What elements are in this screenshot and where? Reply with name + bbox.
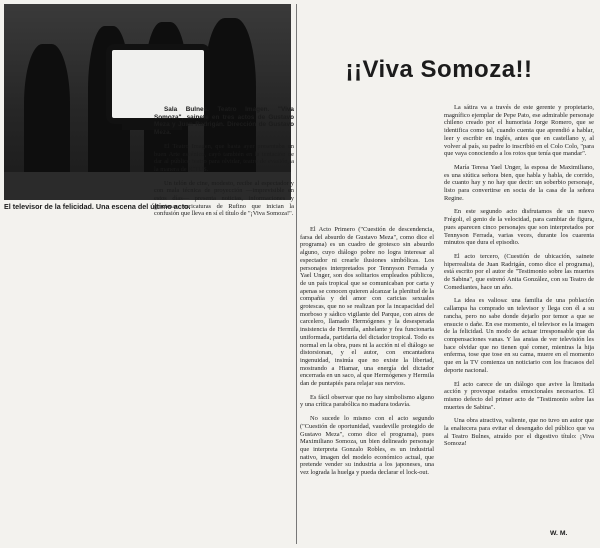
article-paragraph: El acto tercero, (Cuestión de ubicación, sainete hiperrealista de Juan Radrigán, como dice el programa), está escrito por el autor de "Testimonio sobre las muertes de Sabina", que estrenó Anita González, con su Teatro de Comediantes, hace un año. (444, 252, 594, 291)
article-paragraph: El Acto Primero ("Cuestión de descendencia, farsa del absurdo de Gustavo Meza", como dice el programa) es un cuadro de grotesco sin absurdo alguno, cuyo diálogo pobre no logra interesar al espectador ni crearle ilusiones simbólicas. Los personajes interpretados por Tennyson Ferrada y Yael Unger, son dos solitarios empleados públicos, de un país tropical que se comunicaban por carta y apenas se conocen quieren alcanzar la plenitud de la compañía y del amor con caricias sexuales grotescas, que no se realizan por la incapacidad del morboso y sádico vigilante del Parque, con aires de carcelero, llamado Hermógenes y la desesperada insistencia de Hermila, anhelante y fea funcionaria uniformada, partidaria del dictador tropical. Todo es normal en la obra, pues ni la acción ni el diálogo se distorsionan, y el autor, con encantadora ingenuidad, insinúa que no existe la libertad, mostrando a Hiamar, una energía del dictador encerrada en un saco, al que Hermógenes y Hermila dan de puntapiés para relajar sus nervios. (300, 226, 434, 388)
byline: W. M. (550, 530, 568, 537)
article-paragraph: En este segundo acto disfrutamos de un nuevo Frégoli, el genio de la velocidad, para cambiar de figura, pues aparecen cinco personajes que son interpretados por Tennyson Ferrada, varias veces, durante los cuarenta minutos que dura el episodio. (444, 208, 594, 247)
column-right (444, 104, 594, 454)
article-paragraph: Un telón de cine, modesto, recibe al espectador y con mala técnica de proyección —imprevisible en estos días— presenta noticias, informaciones y graciosas caricaturas de Rufino que inician la confusión que lleva en sí el título de "¡Viva Somoza!". (154, 179, 294, 218)
column-left (154, 106, 294, 224)
article-paragraph: El Teatro Imagen, que hasta ayer presentaba un buen Arte escénico, cayó también en la tentación de dar al público teatro para olvidar, teatro de evasión, a la manera de ICTUS. (154, 142, 294, 173)
lede-paragraph: Sala Bulnes. Teatro Imagen. "Viva Somoza", sainete en tres actos de Gustavo Meza y Juan Radrigán. Dirección de Gustavo Meza. (154, 106, 294, 137)
photo-caption: El televisor de la felicidad. Una escena del último acto. (4, 202, 191, 211)
article-paragraph: El acto carece de un diálogo que avive la limitada acción y provoque estados emocionales necesarios. El mismo defecto del primer acto de "Testimonio sobre las muertes de Sabina". (444, 380, 594, 411)
column-middle (300, 226, 434, 483)
article-paragraph: María Teresa Yael Unger, la esposa de Maximiliano, es una siútica señora bien, que habla y habla, de corrido, de cuanto hay y no hay que decir: un soberbio personaje, listo para convertirse en socia de la casa de la señora Regine. (444, 163, 594, 202)
headline: ¡¡Viva Somoza!! (345, 56, 533, 83)
article-paragraph: Es fácil observar que no hay simbolismo alguno y una crítica parabólica no madura todavía. (300, 393, 434, 409)
article-paragraph: La sátira va a través de este gerente y propietario, magnífico ejemplar de Pepe Pato, ese admirable personaje chileno creado por el humorista Jorge Romero, que se identifica como tal, cuando cuenta que aprendió a hablar, leer y escribir en inglés, antes que en castellano y, al volver al país, su padre lo inscribió en el Colo Colo, "para que vaya conociendo a los rotos que tenía que mandar". (444, 104, 594, 158)
article-paragraph: No sucede lo mismo con el acto segundo ("Cuestión de oportunidad, vaudeville protegido de Gustavo Meza", como dice el programa), pues Maximiliano Somoza, un bien delineado personaje que interpreta Gonzalo Robles, es un industrial nativo, imagen del modelo económico actual, que pretende vender su industria a los japoneses, una vez lograda la huelga y pueda declarar el lock-out. (300, 415, 434, 477)
column-divider (296, 4, 297, 544)
article-paragraph: Una obra atractiva, valiente, que no tuvo un autor que la enaltecera para evitar el desengaño del público que va al Teatro Bulnes, atraído por el digestivo título: ¡Viva Somoza! (444, 417, 594, 448)
article-paragraph: La idea es valiosa: una familia de una población callampa ha comprado un televisor y llega con él a su rancha, pero no sabe donde dejarlo por temor a que se ensucie o dañe. En ese momento, el televisor es la imagen de la felicidad. Un modo de actuar irresponsable que da compensaciones vanas. Y las ansias de ver televisión les hace olvidar que no tienen qué comer, mientras la hija enferma, tose que tose en su cama, muere en el momento que en la TV comienza un noticiario con los fracasos del deporte nacional. (444, 297, 594, 374)
